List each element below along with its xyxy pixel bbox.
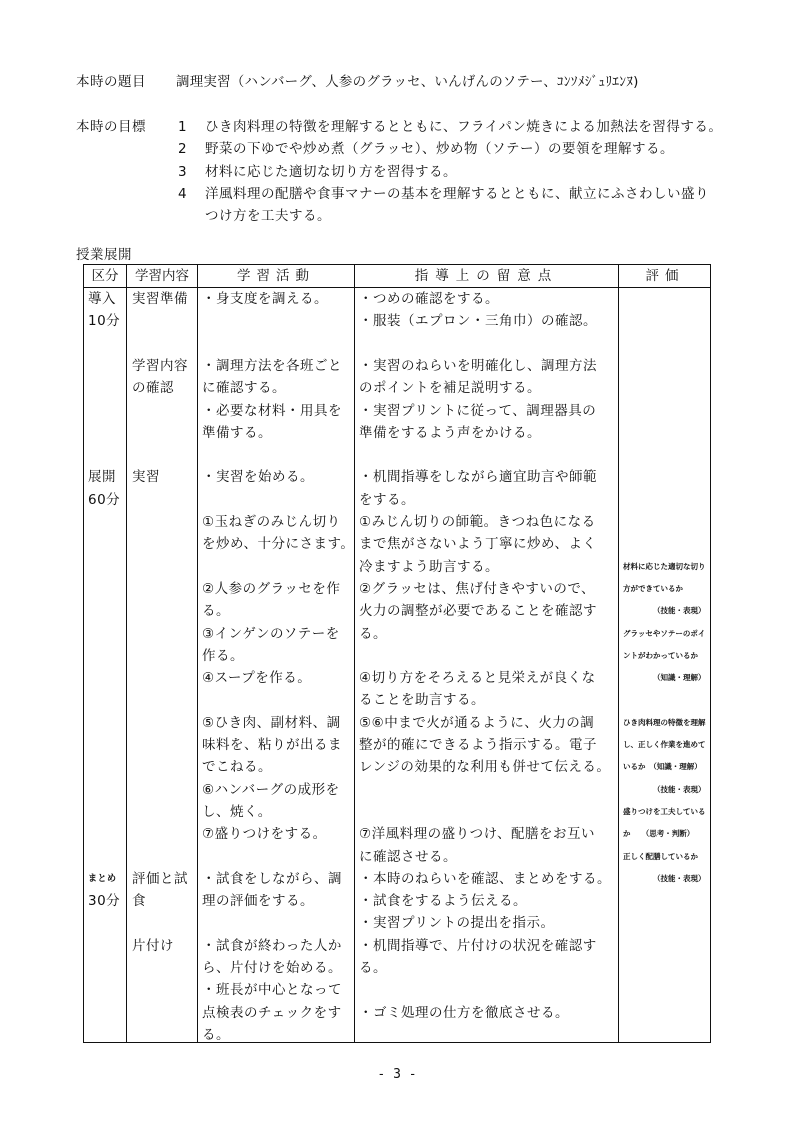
evaluation-cell: か （思考・判断）	[623, 829, 695, 839]
activity-cell: ⑥ハンバーグの成形を	[202, 781, 340, 798]
activity-cell: ・試食をしながら、調	[202, 870, 342, 887]
activity-cell: を炒め、十分にさます。	[202, 536, 355, 553]
guidance-cell: る。	[359, 625, 387, 642]
topic-value: 調理実習（ハンバーグ、人参のグラッセ、いんげんのソテー、ｺﾝｿﾒｼﾞｭﾘｴﾝﾇ)	[176, 74, 639, 90]
activity-cell: 味料を、粘りが出るま	[202, 737, 342, 753]
guidance-cell: ⑤⑥中まで火が通るように、火力の調	[359, 714, 595, 731]
guidance-cell: ・実習プリントに従って、調理器具の	[359, 402, 597, 419]
phase-cell: 30分	[88, 893, 121, 910]
guidance-cell: まで焦がさないよう丁寧に炒め、よく	[359, 536, 597, 553]
header-content: 学習内容	[135, 268, 189, 284]
activity-cell: に確認する。	[202, 380, 286, 397]
activity-cell: ⑤ひき肉、副材料、調	[202, 714, 341, 731]
activity-cell: ・試食が終わった人か	[202, 937, 342, 954]
phase-cell: 10分	[88, 313, 121, 330]
header-activity: 学習活動	[237, 268, 315, 284]
phase-cell: まとめ	[88, 873, 117, 884]
objective-number: 1	[178, 119, 188, 135]
evaluation-cell: ひき肉料理の特徴を理解	[623, 717, 706, 727]
section-title: 授業展開	[76, 247, 132, 263]
guidance-cell: ・実習プリントの提出を指示。	[359, 915, 555, 932]
table-divider	[354, 264, 355, 1043]
header-phase: 区分	[91, 268, 119, 284]
content-cell: 学習内容	[132, 357, 188, 374]
evaluation-cell: し、正しく作業を進めて	[623, 740, 706, 749]
guidance-cell: ・机間指導で、片付けの状況を確認す	[359, 937, 597, 954]
activity-cell: ・班長が中心となって	[202, 982, 342, 999]
guidance-cell: レンジの効果的な利用も併せて伝える。	[359, 759, 611, 776]
guidance-cell: ⑦洋風料理の盛りつけ、配膳をお互い	[359, 826, 596, 843]
activity-cell: ③インゲンのソテーを	[202, 625, 340, 642]
content-cell: 食	[132, 893, 146, 910]
activity-cell: でこねる。	[202, 759, 272, 776]
evaluation-cell: 盛りつけを工夫している	[623, 806, 706, 816]
guidance-cell: のポイントを補足説明する。	[359, 380, 541, 397]
objective-text: 材料に応じた適切な切り方を習得する。	[205, 163, 457, 180]
guidance-cell: ・机間指導をしながら適宜助言や師範	[359, 469, 597, 486]
guidance-cell: をする。	[359, 491, 415, 508]
content-cell: 実習	[132, 469, 160, 486]
activity-cell: 作る。	[202, 647, 244, 664]
objective-text: 洋風料理の配膳や食事マナーの基本を理解するとともに、献立にふさわしい盛り	[205, 185, 709, 202]
guidance-cell: る。	[359, 960, 387, 976]
evaluation-cell: （技能・表現）	[653, 784, 706, 794]
content-cell: 評価と試	[132, 870, 188, 887]
guidance-cell: ・実習のねらいを明確化し、調理方法	[359, 357, 597, 374]
activity-cell: る。	[202, 603, 230, 620]
evaluation-cell: 正しく配膳しているか	[623, 851, 698, 861]
activity-cell: 点検表のチェックをす	[202, 1004, 342, 1021]
activity-cell: ・身支度を調える。	[202, 291, 328, 307]
guidance-cell: ・服装（エプロン・三角巾）の確認。	[359, 313, 597, 330]
guidance-cell: ④切り方をそろえると見栄えが良くな	[359, 670, 596, 687]
evaluation-cell: （技能・表現）	[653, 606, 706, 616]
guidance-cell: ・ゴミ処理の仕方を徹底させる。	[359, 1004, 569, 1021]
objective-text: ひき肉料理の特徴を理解するとともに、フライパン焼きによる加熱法を習得する。	[205, 119, 723, 135]
activity-cell: ら、片付けを始める。	[202, 960, 342, 976]
guidance-cell: に確認させる。	[359, 848, 457, 865]
activity-cell: ②人参のグラッセを作	[202, 580, 341, 597]
page-number: - 3 -	[377, 1067, 417, 1082]
content-cell: 片付け	[132, 937, 174, 954]
topic-label: 本時の題目	[76, 74, 146, 90]
table-divider	[618, 264, 619, 1043]
activity-cell: ・実習を始める。	[202, 469, 314, 486]
guidance-cell: ・本時のねらいを確認、まとめをする。	[359, 870, 611, 887]
activity-cell: る。	[202, 1026, 230, 1043]
guidance-cell: 整が的確にできるよう指示する。電子	[359, 737, 597, 753]
activity-cell: ・調理方法を各班ごと	[202, 357, 342, 374]
guidance-cell: ①みじん切りの師範。きつね色になる	[359, 514, 596, 530]
objective-number: 4	[178, 185, 188, 202]
phase-cell: 展開	[88, 469, 116, 486]
evaluation-cell: 方ができているか	[623, 583, 683, 593]
guidance-cell: ・試食をするよう伝える。	[359, 893, 527, 910]
activity-cell: し、焼く。	[202, 803, 272, 820]
phase-cell: 導入	[88, 291, 116, 307]
guidance-cell: 火力の調整が必要であることを確認す	[359, 603, 597, 620]
content-cell: 実習準備	[132, 291, 188, 307]
evaluation-cell: グラッセやソテーのポイ	[623, 628, 706, 638]
evaluation-cell: ントがわかっているか	[623, 650, 698, 660]
header-evaluation: 評価	[645, 268, 685, 284]
table-divider	[197, 264, 198, 1043]
objective-text: つけ方を工夫する。	[205, 208, 331, 225]
activity-cell: ⑦盛りつけをする。	[202, 826, 327, 843]
objective-text: 野菜の下ゆでや炒め煮（グラッセ）、炒め物（ソテー）の要領を理解する。	[205, 141, 674, 158]
objective-number: 2	[178, 141, 188, 158]
evaluation-cell: （技能・表現）	[653, 873, 706, 883]
evaluation-cell: （知識・理解）	[653, 673, 706, 683]
evaluation-cell: いるか （知識・理解）	[623, 762, 702, 772]
objectives-label: 本時の目標	[76, 119, 146, 135]
activity-cell: ・必要な材料・用具を	[202, 402, 342, 419]
evaluation-cell: 材料に応じた適切な切り	[623, 561, 706, 571]
guidance-cell: ②グラッセは、焦げ付きやすいので、	[359, 580, 596, 597]
guidance-cell: 準備をするよう声をかける。	[359, 424, 541, 441]
phase-cell: 60分	[88, 491, 121, 508]
activity-cell: 準備する。	[202, 424, 272, 441]
table-divider	[126, 264, 127, 1043]
objective-number: 3	[178, 163, 188, 180]
header-guidance: 指導上の留意点	[414, 268, 559, 284]
guidance-cell: ることを助言する。	[359, 692, 485, 709]
guidance-cell: ・つめの確認をする。	[359, 291, 499, 307]
content-cell: の確認	[132, 380, 174, 397]
guidance-cell: 冷ますよう助言する。	[359, 558, 499, 575]
activity-cell: 理の評価をする。	[202, 893, 314, 910]
activity-cell: ④スープを作る。	[202, 670, 312, 687]
activity-cell: ①玉ねぎのみじん切り	[202, 514, 341, 530]
